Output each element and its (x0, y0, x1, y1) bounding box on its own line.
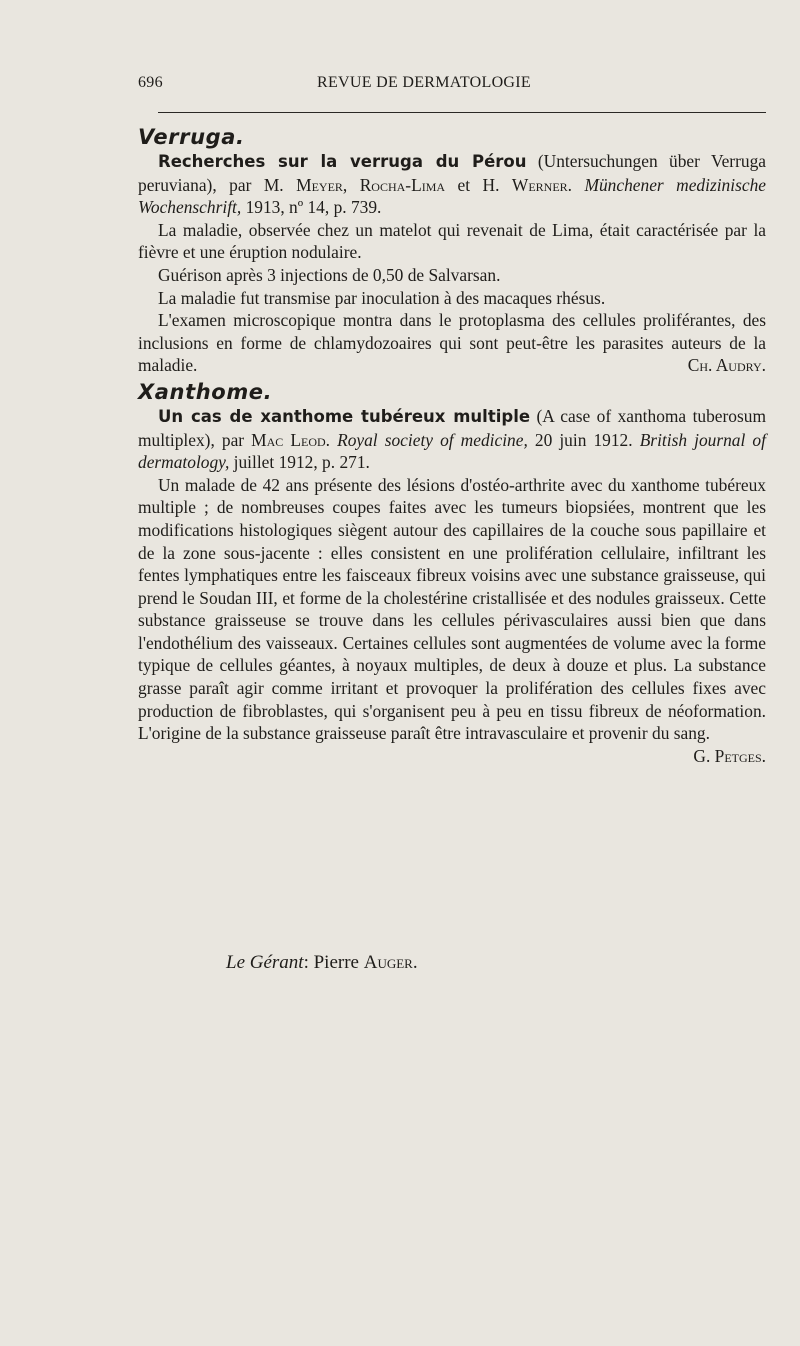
body-paragraph (138, 309, 766, 377)
gerant-surname: Auger. (363, 952, 418, 973)
page-number: 696 (138, 74, 163, 91)
citation-text: et H. (457, 174, 500, 195)
paragraph-text: Un malade de 42 ans présente des lésions d'ostéo-arthrite avec du xanthome tubéreux multiple ; de nombreuses coupes faites avec les tumeurs biopsiées, montrent que les modifications histologiques siègent autour des capillaires de la couche sous papillaire et de la zone sous-jacente : elles consistent en une prolifération cellulaire, infiltrant les fentes lymphatiques entre les faisceaux fibreux voisins avec une substance graisseuse, qui prend le Soudan III, et forme de la cholestérine cristallisée et des nodules graisseux. Cette substance graisseuse se trouve dans les cellules périvasculaires aussi bien que dans l'endothélium des vaisseaux. Certaines cellules sont augmentées de volume avec la forme typique de cellules géantes, à noyaux multiples, de deux à douze et plus. La substance grasse paraît agir comme irritant et provoquer la prolifération des cellules fixes avec production de fibroblastes, qui s'organisent peu à peu en tissu fibreux de néoformation. L'origine de la substance graisseuse paraît être intravasculaire et provenir du sang. (138, 474, 766, 744)
journal-name: British journal of dermatology, (138, 429, 766, 473)
body-paragraph: La maladie, observée chez un matelot qui revenait de Lima, était caractérisée par la fièvre et une éruption nodulaire. (138, 219, 766, 263)
journal-name: Münchener medizinische Wochenschrift, (138, 174, 766, 218)
article-title: Un cas de xanthome tubéreux multiple (158, 406, 531, 426)
section-title: Xanthome. (138, 379, 273, 404)
citation-text: (A case of xanthoma tuberosum multiplex), par (138, 405, 766, 450)
citation-text: juillet 1912, p. 271. (233, 452, 370, 473)
paragraph-text: L'examen microscopique montra dans le protoplasma des cellules proliférantes, des inclusions en forme de chlamydozoaires qui sont peut-être les parasites auteurs de la maladie. (138, 310, 766, 376)
section-title: Verruga. (138, 125, 245, 149)
author-name: Mac Leod. (251, 429, 330, 450)
body-paragraph: La maladie fut transmise par inoculation à des macaques rhésus. (158, 287, 606, 308)
citation-text: (Untersuchungen über Verruga peruviana), par M. (138, 151, 766, 195)
body-paragraph: Guérison après 3 injections de 0,50 de Salvarsan. (158, 264, 501, 285)
author-name: Meyer, Rocha-Lima (296, 174, 446, 195)
author-name: Werner. (511, 174, 573, 195)
gerant-colon: : (303, 952, 309, 973)
running-title: REVUE DE DERMATOLOGIE (317, 74, 531, 91)
body-paragraph (138, 474, 766, 766)
gerant-name: Pierre (313, 952, 359, 973)
citation-text: 20 juin 1912. (534, 429, 633, 450)
section-verruga (138, 124, 766, 377)
article-title: Recherches sur la verruga du Pérou (158, 152, 527, 171)
article-citation (138, 150, 766, 219)
signature: G. Petges. (693, 745, 766, 766)
citation-text: 1913, nº 14, p. 739. (245, 197, 382, 218)
gerant-label: Le Gérant (226, 952, 304, 973)
page-body (138, 124, 766, 767)
gerant-line (226, 952, 418, 974)
section-xanthome (138, 379, 766, 766)
journal-name: Royal society of medicine, (337, 429, 528, 450)
signature: Ch. Audry. (687, 355, 766, 376)
article-citation (138, 405, 766, 474)
header-rule (158, 112, 766, 113)
